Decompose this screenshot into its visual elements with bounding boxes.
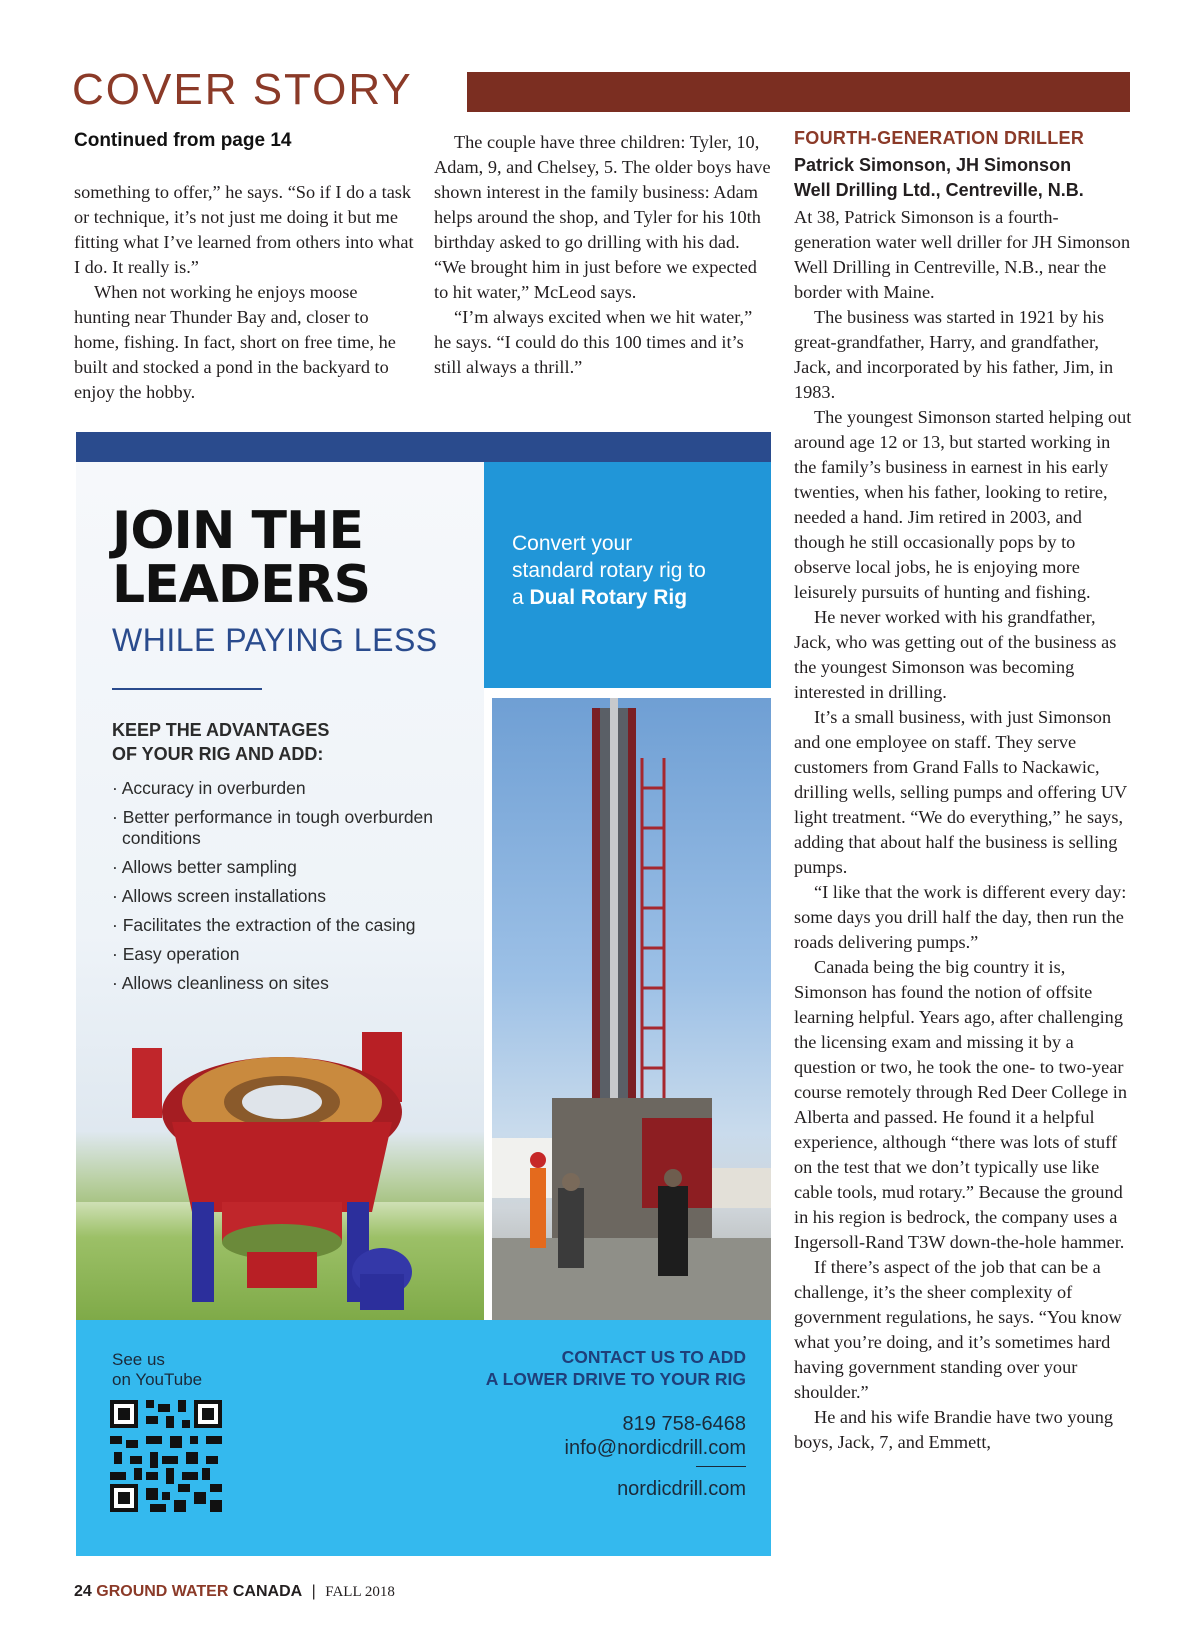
contact-line-1: CONTACT US TO ADD [561, 1347, 746, 1367]
paragraph: He never worked with his grandfather, Jack, who was getting out of the business as the youngest Simonson was becoming interested in drilling. [794, 607, 1117, 702]
ad-advantages-list [112, 778, 472, 1002]
ad-keep-line-2: OF YOUR RIG AND ADD: [112, 744, 324, 764]
continued-note: Continued from page 14 [74, 130, 292, 151]
advertisement [76, 432, 771, 1556]
paragraph: The business was started in 1921 by his great-grandfather, Harry, and grandfather, Jack, and incorporated by his father, Jim, in 1983. [794, 307, 1114, 402]
see-us-line-2: on YouTube [112, 1370, 203, 1389]
convert-line-2: standard rotary rig to [512, 559, 706, 582]
paragraph: When not working he enjoys moose hunting near Thunder Bay and, closer to home, fishing. In fact, short on free time, he built and stocked a pond in the backyard to enjoy the hobby. [74, 282, 396, 402]
list-item: · Easy operation [112, 944, 240, 964]
website-link[interactable]: nordicdrill.com [617, 1478, 746, 1500]
ad-headline-line-1: JOIN THE [112, 501, 364, 561]
ad-headline [112, 501, 371, 615]
ad-keep-heading [112, 718, 442, 766]
list-item: · Better performance in tough overburden conditions [112, 807, 434, 848]
ad-divider [112, 688, 262, 690]
paragraph: something to offer,” he says. “So if I do a task or technique, it’s not just me doing it but me fitting what I’ve learned from others into what I do. It really is.” [74, 182, 414, 277]
article-column-1 [74, 180, 414, 405]
issue-date: FALL 2018 [325, 1584, 395, 1600]
paragraph: He and his wife Brandie have two young boys, Jack, 7, and Emmett, [794, 1407, 1114, 1452]
page-number: 24 [74, 1583, 92, 1600]
drill-head-illustration [132, 1012, 432, 1322]
section-bar [467, 72, 1130, 112]
ad-keep-line-1: KEEP THE ADVANTAGES [112, 720, 330, 740]
list-item: · Allows cleanliness on sites [112, 973, 329, 993]
youtube-callout [112, 1350, 202, 1390]
drill-rig-drawing [492, 698, 771, 1320]
paragraph: At 38, Patrick Simonson is a fourth-generation water well driller for JH Simonson Well Drilling in Centreville, N.B., near the border with Maine. [794, 207, 1131, 302]
see-us-line-1: See us [112, 1350, 165, 1369]
ad-contact-divider [696, 1466, 746, 1467]
section-label: COVER STORY [72, 65, 413, 114]
article-column-3 [794, 205, 1134, 1455]
subsection-byline [794, 153, 1134, 203]
convert-line-1: Convert your [512, 532, 633, 555]
contact-line-2: A LOWER DRIVE TO YOUR RIG [485, 1369, 746, 1389]
magazine-name-suffix: CANADA [232, 1583, 303, 1600]
convert-highlight: Dual Rotary Rig [529, 586, 688, 609]
subsection-kicker: FOURTH-GENERATION DRILLER [794, 128, 1085, 148]
ad-top-bar [76, 432, 771, 462]
page-footer [74, 1583, 395, 1601]
convert-prefix: a [512, 586, 530, 609]
list-item: · Accuracy in overburden [112, 778, 306, 798]
list-item: · Facilitates the extraction of the casing [112, 915, 416, 935]
qr-code-icon[interactable] [110, 1400, 222, 1512]
ad-subhead: WHILE PAYING LESS [112, 622, 438, 658]
paragraph: “I’m always excited when we hit water,” he says. “I could do this 100 times and it’s still always a thrill.” [434, 307, 753, 377]
magazine-name: GROUND WATER [96, 1583, 229, 1600]
email-link[interactable]: info@nordicdrill.com [564, 1437, 746, 1459]
paragraph: “I like that the work is different every day: some days you drill half the day, then run the roads delivering pumps.” [794, 882, 1127, 952]
drill-rig-photo [492, 698, 771, 1320]
phone-number[interactable]: 819 758-6468 [622, 1413, 746, 1435]
article-column-2 [434, 130, 774, 380]
list-item: · Allows screen installations [112, 886, 326, 906]
list-item: · Allows better sampling [112, 857, 297, 877]
ad-contact-details [406, 1412, 746, 1460]
ad-contact-heading [406, 1346, 746, 1390]
footer-separator: | [311, 1583, 316, 1600]
ad-convert-text [512, 530, 762, 611]
ad-headline-line-2: LEADERS [112, 555, 371, 615]
paragraph: Canada being the big country it is, Simonson has found the notion of offsite learning helpful. Years ago, after challenging the licensing exam and missing it by a question or two, he took the one- to two-year course remotely through Red Deer College in Alberta and passed. He found it a helpful experience, although “there was lots of stuff on the test that we don’t typically use like cable tools, mud rotary.” Because the ground in his region is bedrock, the company uses a Ingersoll-Rand T3W down-the-hole hammer. [794, 957, 1128, 1252]
paragraph: The youngest Simonson started helping out around age 12 or 13, but started working in the family’s business in earnest in his early twenties, when his father, looking to retire, needed a hand. Jim retired in 2003, and though he still occasionally pops by to observe local jobs, he is enjoying more leisurely pursuits of hunting and fishing. [794, 407, 1132, 602]
byline-line-2: Well Drilling Ltd., Centreville, N.B. [794, 180, 1084, 200]
byline-line-1: Patrick Simonson, JH Simonson [794, 155, 1072, 175]
convert-line-3 [512, 584, 762, 611]
paragraph: If there’s aspect of the job that can be a challenge, it’s the sheer complexity of government regulations, he says. “You know what you’re doing, and it’s sometimes hard having government standing over your shoulder.” [794, 1257, 1122, 1402]
paragraph: The couple have three children: Tyler, 10, Adam, 9, and Chelsey, 5. The older boys have shown interest in the family business: Adam helps around the shop, and Tyler for his 10th birthday asked to go drilling with his dad. “We brought him in just before we expected to hit water,” McLeod says. [434, 132, 771, 302]
paragraph: It’s a small business, with just Simonson and one employee on staff. They serve customers from Grand Falls to Nackawic, drilling wells, selling pumps and offering UV light treatment. “We do everything,” he says, adding that about half the business is selling pumps. [794, 707, 1127, 877]
